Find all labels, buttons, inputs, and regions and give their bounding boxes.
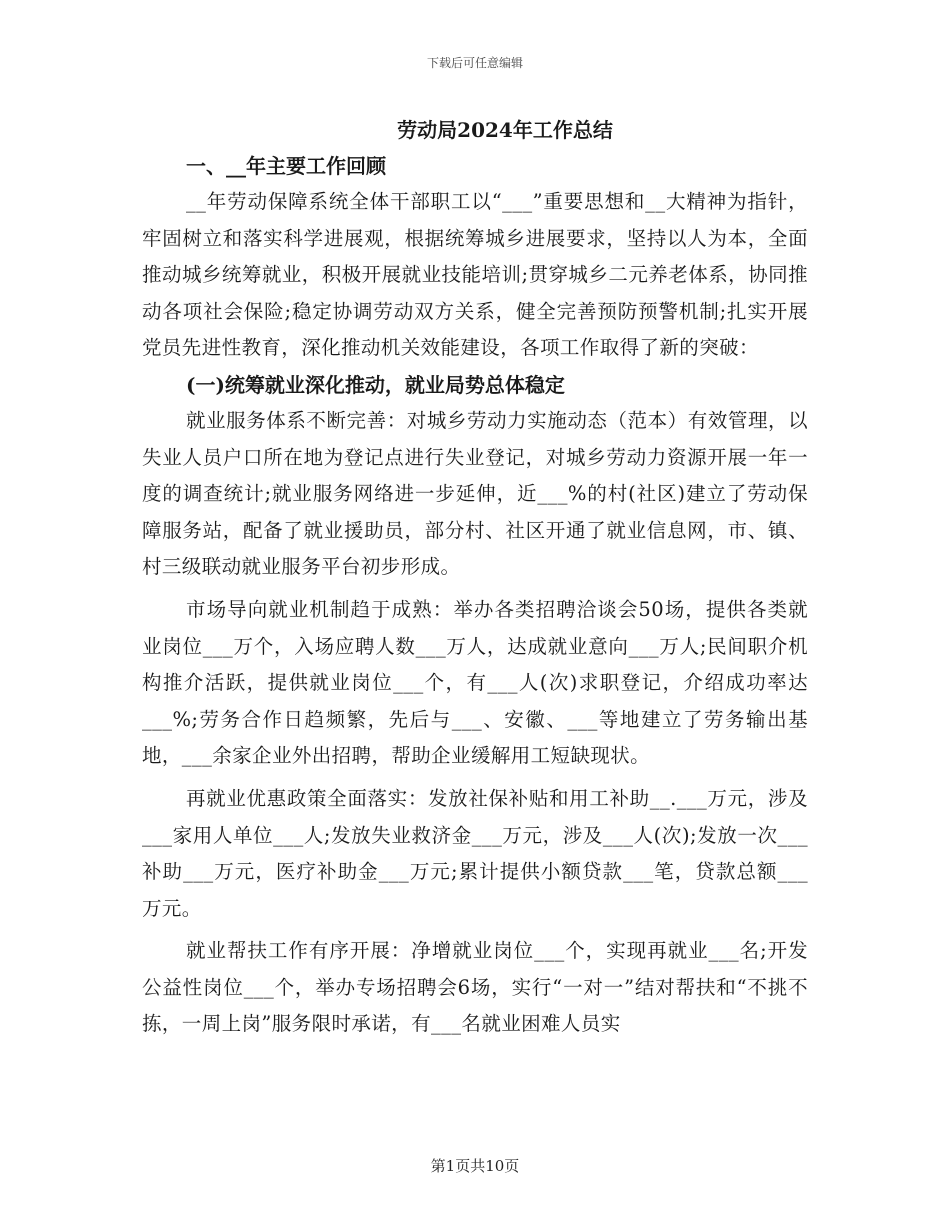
header-note: 下载后可任意编辑 — [426, 56, 523, 70]
paragraph-reemployment-policy: 再就业优惠政策全面落实：发放社保补贴和用工补助__.___万元，涉及___家用人单位___人;发放失业救济金___万元，涉及___人(次);发放一次___补助___万元，医疗补助金___万元;累计提供小额贷款___笔，贷款总额___万元。 — [142, 786, 808, 920]
intro-paragraph: __年劳动保障系统全体干部职工以“___”重要思想和__大精神为指针，牢固树立和落实科学进展观，根据统筹城乡进展要求，坚持以人为本，全面推动城乡统筹就业，积极开展就业技能培训;贯穿城乡二元养老体系，协同推动各项社会保险;稳定协调劳动双方关系，健全完善预防预警机制;扎实开展党员先进性教育，深化推动机关效能建设，各项工作取得了新的突破： — [142, 190, 808, 360]
document-title: 劳动局2024年工作总结 — [397, 118, 613, 142]
paragraph-employment-service: 就业服务体系不断完善：对城乡劳动力实施动态（范本）有效管理，以失业人员户口所在地为登记点进行失业登记，对城乡劳动力资源开展一年一度的调查统计;就业服务网络进一步延伸，近___%的村(社区)建立了劳动保障服务站，配备了就业援助员，部分村、社区开通了就业信息网，市、镇、村三级联动就业服务平台初步形成。 — [142, 408, 808, 579]
section-heading-1: 一、__年主要工作回顾 — [186, 154, 386, 178]
paragraph-employment-assistance: 就业帮扶工作有序开展：净增就业岗位___个，实现再就业___名;开发公益性岗位___个，举办专场招聘会6场，实行“一对一”结对帮扶和“不挑不拣，一周上岗”服务限时承诺，有___名就业困难人员实 — [142, 939, 808, 1036]
paragraph-market-mechanism: 市场导向就业机制趋于成熟：举办各类招聘洽谈会50场，提供各类就业岗位___万个，入场应聘人数___万人，达成就业意向___万人;民间职介机构推介活跃，提供就业岗位___个，有___人(次)求职登记，介绍成功率达___%;劳务合作日趋频繁，先后与___、安徽、___等地建立了劳务输出基地，___余家企业外出招聘，帮助企业缓解用工短缺现状。 — [142, 597, 808, 768]
page-footer: 第1页共10页 — [430, 1157, 520, 1175]
sub-heading-1: (一)统筹就业深化推动，就业局势总体稳定 — [186, 372, 565, 397]
document-body — [142, 112, 808, 1043]
